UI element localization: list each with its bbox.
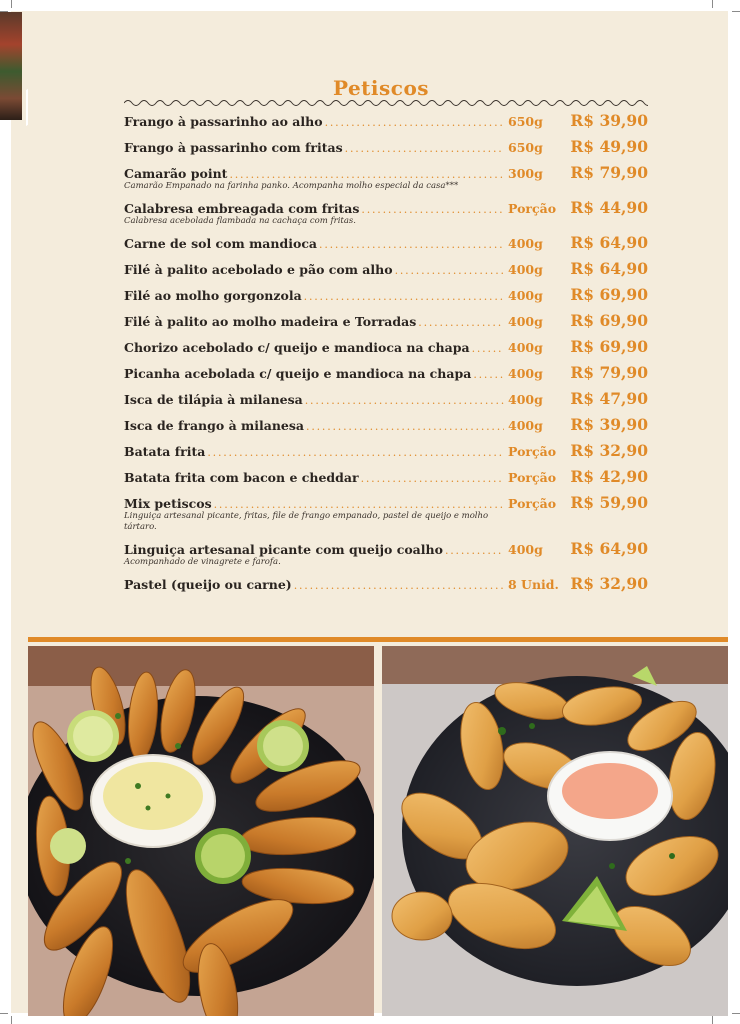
- item-name: Filé ao molho gorgonzola: [124, 288, 302, 303]
- item-size: Porção: [508, 444, 557, 459]
- dot-leader: [445, 544, 504, 557]
- item-name: Isca de frango à milanesa: [124, 418, 305, 433]
- fried-shrimp-plate-photo: [382, 646, 728, 1016]
- dot-leader: [304, 290, 504, 303]
- menu-item-row: [124, 259, 648, 285]
- menu-item-row: [124, 441, 648, 467]
- item-name: Carne de sol com mandioca: [124, 236, 318, 251]
- menu-item-row: [124, 233, 648, 259]
- item-size: 400g: [508, 392, 543, 407]
- item-price: R$ 32,90: [570, 441, 648, 460]
- item-name: Batata frita com bacon e cheddar: [124, 470, 359, 485]
- item-size: 400g: [508, 366, 543, 381]
- item-price: R$ 44,90: [570, 198, 648, 217]
- menu-item-row: [124, 389, 648, 415]
- item-name: Pastel (queijo ou carne): [124, 577, 292, 592]
- menu-item-row: [124, 363, 648, 389]
- dot-leader: [207, 446, 504, 459]
- item-size: 650g: [508, 140, 543, 155]
- menu-item: [124, 415, 648, 441]
- menu-item-row: [124, 311, 648, 337]
- menu-item: [124, 198, 648, 233]
- dot-leader: [345, 142, 504, 155]
- item-description: Camarão Empanado na farinha panko. Acompanha molho especial da casa***: [124, 181, 459, 191]
- dot-leader: [229, 168, 504, 181]
- item-price: R$ 42,90: [570, 467, 648, 486]
- item-size: 300g: [508, 166, 543, 181]
- menu-item-row: [124, 574, 648, 600]
- dot-leader: [395, 264, 504, 277]
- item-description: Linguiça artesanal picante, fritas, file de frango empanado, pastel de queijo e molho tártaro.: [124, 511, 489, 532]
- menu-item-row: [124, 285, 648, 311]
- dot-leader: [473, 368, 504, 381]
- fried-fish-plate-photo: [28, 646, 374, 1016]
- item-name: Chorizo acebolado c/ queijo e mandioca na chapa: [124, 340, 470, 355]
- item-price: R$ 47,90: [570, 389, 648, 408]
- item-size: 400g: [508, 314, 543, 329]
- item-name: Isca de tilápia à milanesa: [124, 392, 303, 407]
- item-size: 400g: [508, 236, 543, 251]
- item-price: R$ 39,90: [570, 415, 648, 434]
- crop-mark: [732, 1013, 740, 1014]
- item-price: R$ 59,90: [570, 493, 648, 512]
- item-size: Porção: [508, 201, 557, 216]
- item-description: Acompanhado de vinagrete e farofa.: [124, 557, 281, 567]
- crop-mark: [11, 1016, 12, 1024]
- item-name: Filé à palito acebolado e pão com alho: [124, 262, 393, 277]
- item-size: 400g: [508, 542, 543, 557]
- dot-leader: [361, 203, 504, 216]
- menu-item-row: [124, 415, 648, 441]
- crop-mark: [712, 1016, 713, 1024]
- menu-item-row: [124, 467, 648, 493]
- menu-item: [124, 363, 648, 389]
- item-name: Picanha acebolada c/ queijo e mandioca na chapa: [124, 366, 472, 381]
- item-size: 650g: [508, 114, 543, 129]
- item-price: R$ 79,90: [570, 163, 648, 182]
- fried-fish-plate-icon: [28, 646, 374, 1016]
- item-price: R$ 79,90: [570, 363, 648, 382]
- dot-leader: [214, 498, 504, 511]
- item-name: Batata frita: [124, 444, 206, 459]
- item-size: 400g: [508, 262, 543, 277]
- item-price: R$ 49,90: [570, 137, 648, 156]
- item-name: Calabresa embreagada com fritas: [124, 201, 360, 216]
- dot-leader: [325, 116, 504, 129]
- menu-item: [124, 111, 648, 137]
- item-name: Mix petiscos: [124, 496, 212, 511]
- menu-item-row: [124, 111, 648, 137]
- item-size: Porção: [508, 496, 557, 511]
- menu-item: [124, 311, 648, 337]
- wavy-divider: [124, 98, 648, 108]
- item-price: R$ 64,90: [570, 233, 648, 252]
- item-size: 8 Unid.: [508, 577, 559, 592]
- item-price: R$ 64,90: [570, 259, 648, 278]
- menu-item: [124, 493, 648, 539]
- dot-leader: [306, 420, 504, 433]
- item-price: R$ 69,90: [570, 337, 648, 356]
- menu-list: [124, 111, 648, 600]
- menu-item: [124, 441, 648, 467]
- item-price: R$ 64,90: [570, 539, 648, 558]
- item-size: 400g: [508, 340, 543, 355]
- orange-divider: [28, 637, 728, 642]
- item-name: Camarão point: [124, 166, 228, 181]
- crop-mark: [712, 0, 713, 8]
- fried-shrimp-plate-icon: [382, 646, 728, 1016]
- dot-leader: [305, 394, 504, 407]
- menu-item: [124, 337, 648, 363]
- menu-item-row: [124, 337, 648, 363]
- item-size: 400g: [508, 288, 543, 303]
- menu-item: [124, 285, 648, 311]
- item-name: Frango à passarinho ao alho: [124, 114, 323, 129]
- menu-item: [124, 539, 648, 574]
- item-size: Porção: [508, 470, 557, 485]
- section-title: Petiscos: [332, 76, 430, 100]
- item-name: Filé à palito ao molho madeira e Torradas: [124, 314, 417, 329]
- item-description: Calabresa acebolada flambada na cachaça com fritas.: [124, 216, 356, 226]
- menu-item: [124, 467, 648, 493]
- menu-item-row: [124, 137, 648, 163]
- crop-mark: [11, 0, 12, 8]
- item-price: R$ 32,90: [570, 574, 648, 593]
- menu-item: [124, 574, 648, 600]
- crop-mark: [732, 11, 740, 12]
- item-name: Frango à passarinho com fritas: [124, 140, 343, 155]
- item-price: R$ 69,90: [570, 311, 648, 330]
- dot-leader: [361, 472, 504, 485]
- item-size: 400g: [508, 418, 543, 433]
- menu-item: [124, 259, 648, 285]
- menu-item: [124, 163, 648, 198]
- menu-item: [124, 389, 648, 415]
- dot-leader: [319, 238, 504, 251]
- menu-item: [124, 233, 648, 259]
- dot-leader: [418, 316, 504, 329]
- dot-leader: [472, 342, 504, 355]
- item-price: R$ 39,90: [570, 111, 648, 130]
- crop-mark: [0, 1013, 8, 1014]
- item-name: Linguiça artesanal picante com queijo coalho: [124, 542, 443, 557]
- item-price: R$ 69,90: [570, 285, 648, 304]
- menu-item: [124, 137, 648, 163]
- dot-leader: [294, 579, 504, 592]
